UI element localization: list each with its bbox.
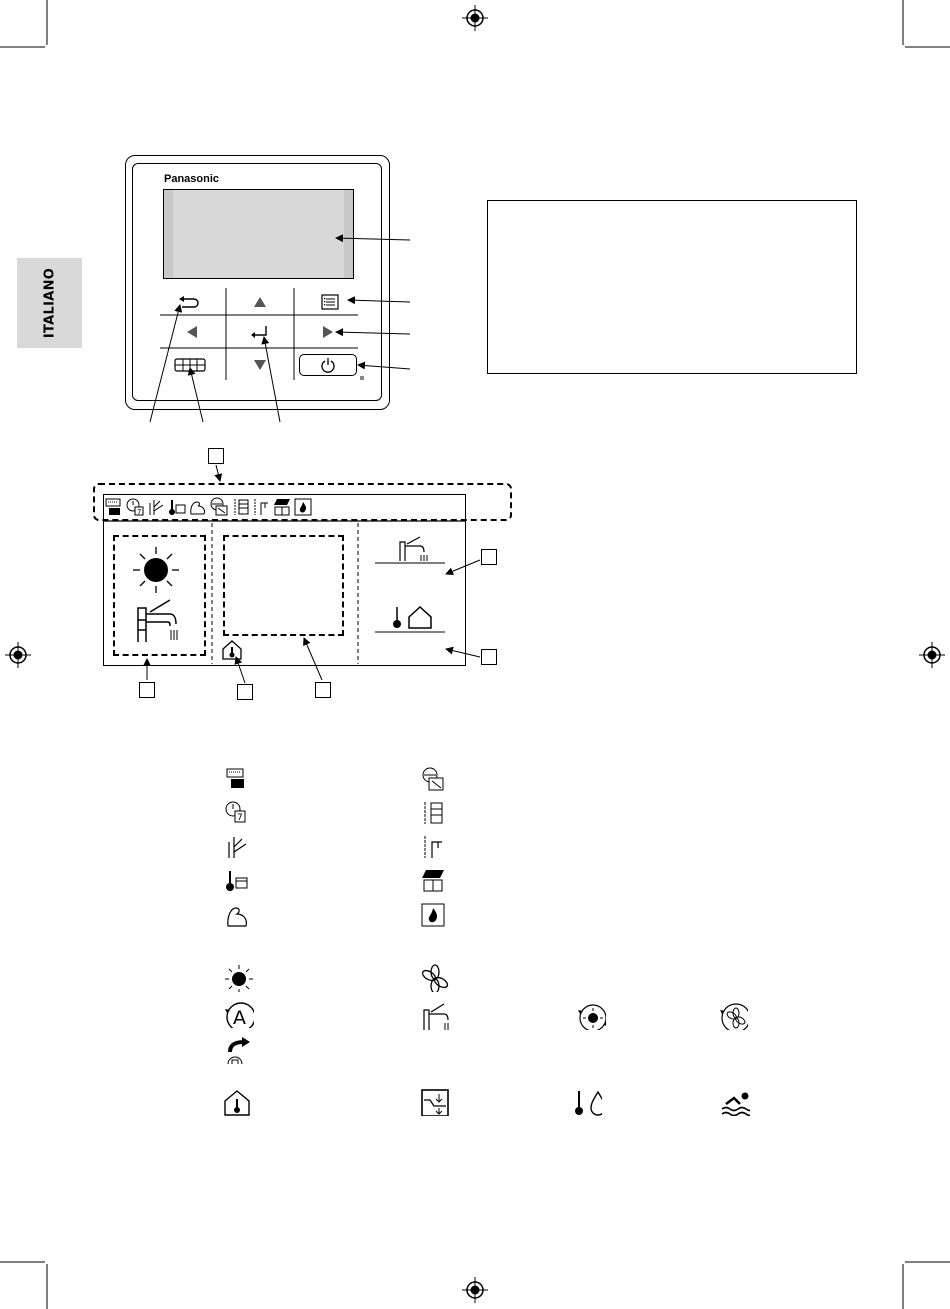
sun-cycle-icon [576, 1002, 606, 1030]
outdoor-temp-icon [391, 604, 441, 630]
fan-icon [420, 964, 450, 992]
solar-icon [272, 497, 292, 517]
svg-text:A: A [233, 1007, 246, 1028]
status-icons-row [104, 497, 316, 518]
keyboard-icon [224, 766, 254, 794]
muscle-icon [188, 497, 208, 517]
boiler-icon [420, 902, 450, 930]
home-thermometer-icon [221, 639, 243, 661]
hand-icon [146, 497, 166, 517]
sun-icon [131, 545, 181, 595]
timer-icon [125, 497, 145, 517]
label-box-tank [481, 549, 497, 565]
label-box-outdoor [481, 649, 497, 665]
keyboard-icon [104, 497, 124, 517]
muscle-icon [224, 902, 254, 930]
auto-icon [224, 1000, 254, 1028]
language-tab-label: ITALIANO [42, 267, 57, 339]
tank-icon [420, 1088, 450, 1116]
temp-drop-icon [572, 1088, 602, 1116]
brand-logo: Panasonic [164, 173, 220, 185]
multi-zone-icon [420, 766, 450, 794]
temperature-area [223, 535, 344, 636]
boiler-icon [293, 497, 313, 517]
sun-icon [224, 964, 254, 992]
faucet-icon [130, 598, 184, 644]
svg-text:7: 7 [237, 813, 243, 823]
zone-sensor-icon [420, 800, 450, 828]
hand-icon [224, 834, 254, 862]
zone-sensor-icon [230, 497, 250, 517]
faucet-small-icon [396, 536, 430, 562]
label-box-mode [139, 682, 155, 698]
multi-zone-icon [209, 497, 229, 517]
fan-cycle-icon [718, 1002, 748, 1030]
swimmer-icon [720, 1088, 750, 1116]
faucet-icon [420, 1002, 450, 1030]
svg-text:7: 7 [137, 508, 142, 516]
thermometer-display-icon [167, 497, 187, 517]
room-heater-icon [420, 834, 450, 862]
swap-icon [224, 1036, 254, 1064]
home-thermometer-icon [222, 1088, 252, 1116]
label-box-temp [315, 682, 331, 698]
thermometer-display-icon [224, 868, 254, 896]
timer-icon [224, 800, 254, 828]
solar-icon [420, 868, 450, 896]
label-box-home [237, 684, 253, 700]
room-heater-icon [251, 497, 271, 517]
